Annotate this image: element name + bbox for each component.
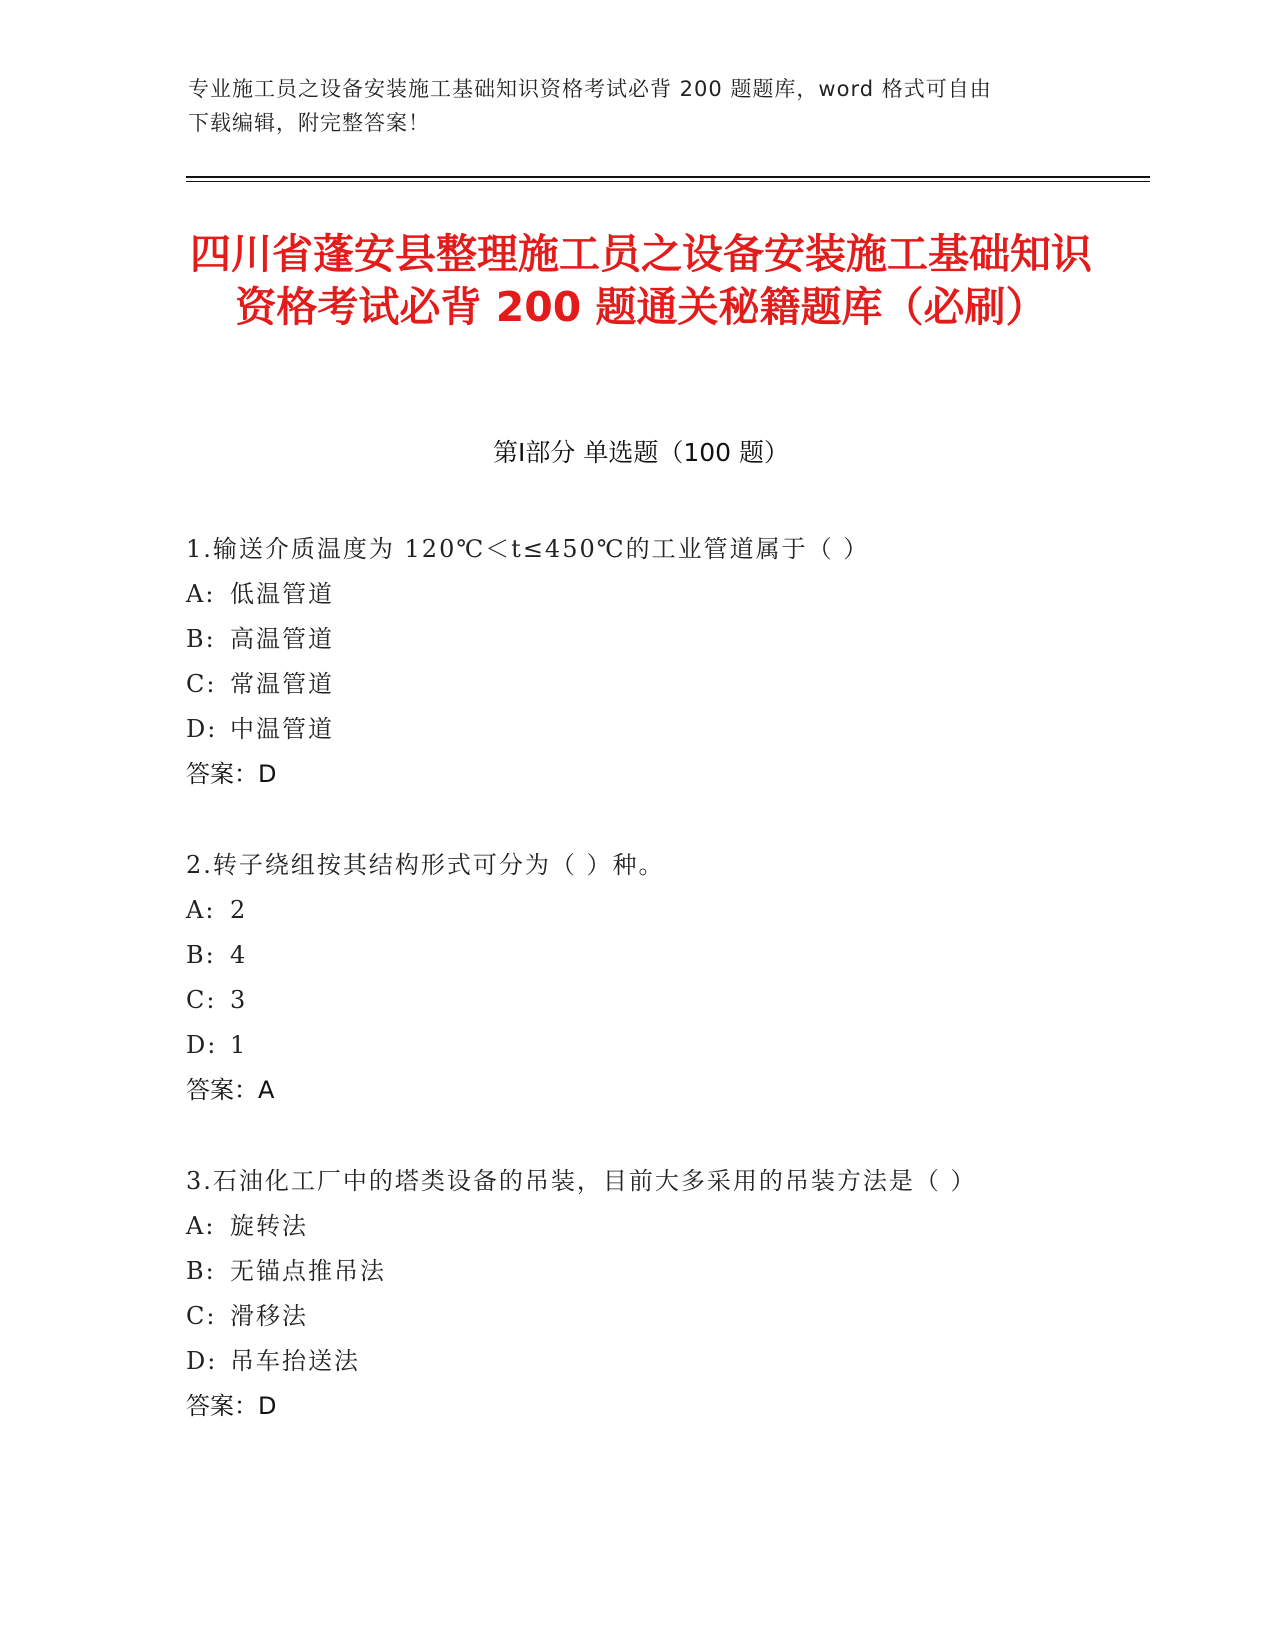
option-a xyxy=(186,1204,1146,1249)
option-text: 高温管道 xyxy=(230,625,334,653)
option-key: D: xyxy=(186,1347,218,1375)
option-key: A: xyxy=(186,1212,216,1240)
option-text: 常温管道 xyxy=(230,670,334,698)
option-d xyxy=(186,1339,1146,1384)
option-key: B: xyxy=(186,1257,216,1285)
document-title: 四川省蓬安县整理施工员之设备安装施工基础知识资格考试必背 200 题通关秘籍题库（必刷） xyxy=(190,230,1092,331)
option-text: 吊车抬送法 xyxy=(230,1347,360,1375)
option-text: 低温管道 xyxy=(230,580,334,608)
header-divider-thick xyxy=(186,176,1150,178)
answer-line: 答案：A xyxy=(186,1076,275,1104)
option-key: B: xyxy=(186,625,216,653)
question-1 xyxy=(186,527,1146,797)
option-text: 3 xyxy=(230,986,248,1014)
option-key: C: xyxy=(186,1302,217,1330)
question-stem: 1.输送介质温度为 120℃＜t≤450℃的工业管道属于（ ） xyxy=(186,535,870,563)
question-3 xyxy=(186,1159,1146,1429)
option-b xyxy=(186,933,1146,978)
option-c xyxy=(186,1294,1146,1339)
option-c xyxy=(186,978,1146,1023)
header-note: 专业施工员之设备安装施工基础知识资格考试必背 200 题题库，word 格式可自由 下载编辑，附完整答案！ xyxy=(188,77,992,135)
option-d xyxy=(186,707,1146,752)
answer-line: 答案：D xyxy=(186,760,277,788)
option-key: C: xyxy=(186,986,217,1014)
option-c xyxy=(186,662,1146,707)
option-text: 4 xyxy=(230,941,248,969)
option-a xyxy=(186,888,1146,933)
option-key: D: xyxy=(186,715,218,743)
option-key: D: xyxy=(186,1031,218,1059)
option-key: A: xyxy=(186,580,216,608)
option-d xyxy=(186,1023,1146,1068)
option-key: B: xyxy=(186,941,216,969)
header-divider-thin xyxy=(186,181,1150,182)
option-text: 无锚点推吊法 xyxy=(230,1257,386,1285)
option-b xyxy=(186,617,1146,662)
question-stem: 3.石油化工厂中的塔类设备的吊装，目前大多采用的吊装方法是（ ） xyxy=(186,1167,977,1195)
option-key: A: xyxy=(186,896,216,924)
answer-line: 答案：D xyxy=(186,1392,277,1420)
question-2 xyxy=(186,843,1146,1113)
option-key: C: xyxy=(186,670,217,698)
option-text: 2 xyxy=(230,896,248,924)
option-a xyxy=(186,572,1146,617)
option-text: 滑移法 xyxy=(230,1302,308,1330)
question-stem: 2.转子绕组按其结构形式可分为（ ）种。 xyxy=(186,851,665,879)
option-text: 1 xyxy=(230,1031,248,1059)
option-text: 旋转法 xyxy=(230,1212,308,1240)
section-heading: 第Ⅰ部分 单选题（100 题） xyxy=(493,438,789,467)
option-b xyxy=(186,1249,1146,1294)
option-text: 中温管道 xyxy=(230,715,334,743)
